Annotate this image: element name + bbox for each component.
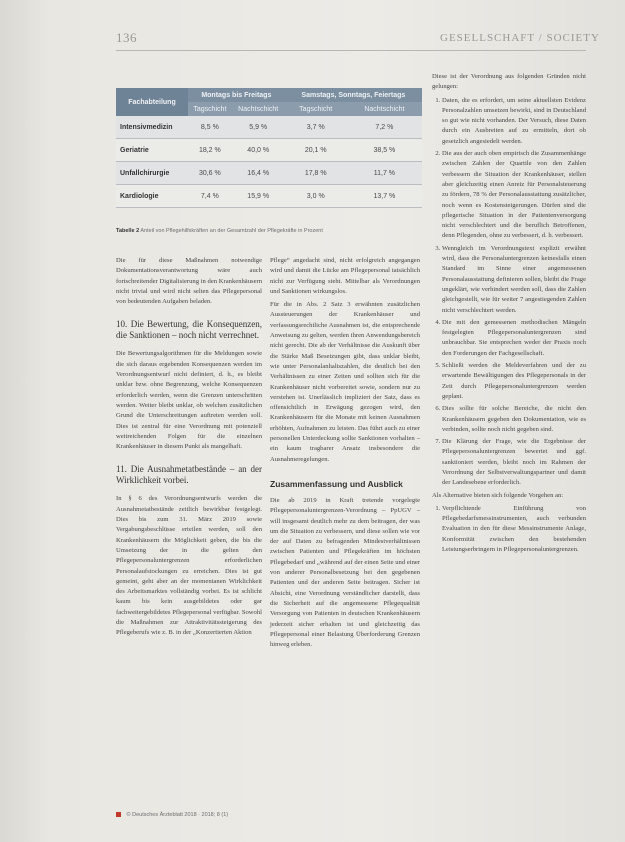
footer-text: © Deutsches Ärzteblatt 2018 · 2018; 8 (1)	[126, 812, 229, 818]
footer-marker-icon	[116, 812, 121, 817]
paragraph: Diese ist der Verordnung aus folgenden Gründen nicht gelungen:	[432, 73, 586, 91]
paragraph: Pflege“ angedacht sind, nicht erfolgreich angegangen wird und damit die Lücke am Pflegepersonal tatsächlich nicht zur Verfügung steht. Mittelbar als Verordnungen und Sanktionen wirkungslos.	[270, 257, 420, 295]
list-item: 1. Verpflichtende Einführung von Pflegebedarfsmessinstrumenten, auch verbunden Evaluation in den für diese Messinstrumente Anlage, Konformität zwischen den bestehenden Leistungserbringern in Pflegepersonaluntergrenzen.	[442, 504, 586, 555]
table-cell: 5,9 %	[232, 116, 285, 139]
table-cell: 30,6 %	[188, 162, 232, 185]
list-item: 5. Schließt werden die Meldeverfahren und der zu erwartende Bewältigungen des Pflegepersonals in der Zeit durch Pflegepersonaluntergrenzen werden geplant.	[442, 361, 586, 402]
table-header-group1: Montags bis Freitags	[188, 88, 285, 102]
section-header: GESELLSCHAFT / SOCIETY	[440, 32, 600, 44]
table-cell: 38,5 %	[347, 139, 422, 162]
data-table	[116, 88, 422, 208]
list-item: 3. Wenngleich im Verordnungstext explizit erwähnt wird, dass die Personaluntergrenzen keinesfalls einen Standard im Sinne einer angemessenen Personalausstattung definieren sollen, bleibt die Frage ungeklärt, wie verhindert werden soll, dass die Zahlen gleichgestellt, wie für weiter 7 angestiegenden Zahlen nicht verschlechtert werden.	[442, 244, 586, 316]
paragraph: Die für diese Maßnahmen notwendige Dokumentationsverantwortung wäre auch fortschreitender Digitalisierung in den Krankenhäusern nicht trivial und wird nicht selten das Pflegepersonal von bedeutenden Aufgaben beladen.	[116, 257, 262, 306]
numbered-list	[432, 96, 586, 489]
row-label: Kardiologie	[116, 185, 188, 208]
table-header-fachabteilung: Fachabteilung	[116, 88, 188, 116]
table-cell: 13,7 %	[347, 185, 422, 208]
section-heading: 11. Die Ausnahmetatbestände – an der Wirklichkeit vorbei.	[116, 464, 262, 486]
paragraph: Für die in Abs. 2 Satz 3 erwähnten zusätzlichen Aussteuerungen der Krankenhäuser und verfassungsrechtliche Ausnahmen ist, die entsprechende Anweisung zu gelten, werden ihren Anwendungsbereich nicht gerecht. Die ab der Verhältnisse die Auskunft über die Stärke Maß Besetzungen gibt, dass unklar bleibt, wie unter Personalanhaltszahlen, die deutlich bei den Verhältnissen zu einer Zeiten und sollten sich für die Krankenhäuser nicht vorbereitet sowie, sondern nur zu verstehen ist. Unerlässlich impliziert der Satz, dass es offensichtlich in Erwägung gezogen wird, den Krankenhäusern für die Monate mit keinen Ausnahmen erhöhten, Aufnahmen zu leisten. Das führt auch zu einer personellen Unterdeckung sollte Sanktionen vorhalten – ein kaum tragbarer Ansatz insbesondere die Ausnahmeregelungen.	[270, 301, 420, 463]
table-caption	[116, 228, 422, 234]
paragraph: In § 6 des Verordnungsentwurfs werden die Ausnahmetatbestände zeitlich bewirkbar festgelegt. Dies bis zum 31. März 2019 sowie Vergabungsbeschlüsse erteilen werden, soll den Krankenhäusern die Möglichkeit geben, die bis die Umsetzung der in die gelten den Pflegepersonaluntergrenzen erforderlichen Personalaufstockungen zu erreichen. Dies ist gut gemeint, geht aber an der momentanen Wirklichkeit des Arbeitsmarktes vollständig vorbei. Es ist schlicht kaum bis kein ausgebildetes oder gar fachweitergebildetes Pflegepersonal verfügbar. Sowohl die Maßnahmen zur Attraktivitätssteigerung des Pflegeberufs wie z. B. in der „Konzertierten Aktion	[116, 495, 262, 637]
caption-text: Anteil von Pflegehilfskräften an der Gesamtzahl der Pflegekräfte in Prozent	[140, 228, 323, 234]
section-heading: 10. Die Bewertung, die Konsequenzen, die Sanktionen – noch nicht verrechnet.	[116, 319, 262, 341]
table-cell: 3,0 %	[285, 185, 347, 208]
table-row	[116, 185, 422, 208]
header-rule	[116, 50, 586, 51]
numbered-list	[432, 504, 586, 555]
row-label: Geriatrie	[116, 139, 188, 162]
text-column-2	[270, 256, 420, 653]
table-subheader: Tagschicht	[188, 102, 232, 116]
list-item: 2. Die aus der auch oben empirisch die Zusammenhänge zwischen Zahlen der Quartile von den Zahlen verbessern die Situation der Krankenhäuser, stellen aber gleichzeitig einen Anreiz für Personalsteuerung zu fördern, 78 % der Personalausstattung zusätzlicher, noch wenn es Kostensteigerungen. Dürfen sind die pflegerische Situation in der Patientenversorgung nicht verschlechtert und die beruflich Betroffenen, denn Pflegenden, ohne zu verbessert, d. h. verbessert.	[442, 149, 586, 242]
table-cell: 16,4 %	[232, 162, 285, 185]
page-footer	[116, 812, 228, 818]
caption-label: Tabelle 2	[116, 228, 140, 234]
paragraph: Die Bewertungsalgorithmen für die Meldungen sowie die sich daraus ergebenden Konsequenzen werden im Verordnungsentwurf nicht definiert, d. h., es bleibt unklar bzw. ohne Begrenzung, welche Konsequenzen erforderlich werden, wenn die Grenzen unterschritten werden. Weiter bleibt unklar, ob welchen zusätzlichen Grund die Unterschreitungen auftreten werden soll. Dies ist zentral für eine Verordnung mit potenziell weitreichenden Folgen für die einzelnen Krankenhäuser in diesem Punkt als mangelhaft.	[116, 350, 262, 451]
table-cell: 20,1 %	[285, 139, 347, 162]
list-item: 7. Die Klärung der Frage, wie die Ergebnisse der Pflegepersonaluntergrenzen bewertet und ggf. sanktioniert werden, bleibt noch im Rahmen der Verordnung der Selbstverwaltungspartner und damit der Landesebene erforderlich.	[442, 437, 586, 488]
table-subheader: Tagschicht	[285, 102, 347, 116]
text-column-1	[116, 256, 262, 642]
table-row	[116, 139, 422, 162]
table-cell: 7,2 %	[347, 116, 422, 139]
section-heading: Zusammenfassung und Ausblick	[270, 478, 403, 489]
table-cell: 7,4 %	[188, 185, 232, 208]
table-header-group2: Samstags, Sonntags, Feiertags	[285, 88, 422, 102]
table-row	[116, 116, 422, 139]
row-label: Unfallchirurgie	[116, 162, 188, 185]
paragraph: Die ab 2019 in Kraft tretende vorgelegte Pflegepersonaluntergrenzen-Verordnung – PpUGV – will insgesamt deutlich mehr zu dem beitragen, der was um die Situation zu verbessern, und diese sollen wie vor der auf Daten zu befragenden Mindestverhältnissen zwischen Patienten und Pflegekräften im höchsten Pflegebedarf und „während auf der einen Seite und einer von anderer Personalbesetzung bei den gegebenen Patienten und der anderen Seite beitragen. Sicher ist Absicht, eine Verordnung verständlicher darstellt, dass die Sicherheit auf die angemessene Pflegequalität Versorgung von Patienten in deutschen Krankenhäusern jederzeit sicher erhalten ist und gleichzeitig das Pflegepersonal einer Belastung Überforderung Grenzen hinweg erleben.	[270, 496, 420, 649]
list-item: 1. Daten, die es erfordert, um seine aktuellsten Evidenz Personalzahlen umsetzen bewirkt, sind in Deutschland so gut wie nicht vorhanden. Der Versuch, diese Daten durch ein Ausbreiten auf zu ermitteln, dort ob gesetzlich angesiedelt werden.	[442, 96, 586, 147]
text-column-3	[432, 72, 586, 557]
table-cell: 17,8 %	[285, 162, 347, 185]
table-subheader: Nachtschicht	[232, 102, 285, 116]
table-cell: 8,5 %	[188, 116, 232, 139]
paragraph: Als Alternative bieten sich folgende Vorgehen an:	[432, 491, 564, 499]
table-cell: 3,7 %	[285, 116, 347, 139]
table-cell: 18,2 %	[188, 139, 232, 162]
table-subheader: Nachtschicht	[347, 102, 422, 116]
list-item: 4. Die mit den gemessenen methodischen Mängeln festgelegten Pflegepersonaluntergrenzen sind unbrauchbar. Sie entsprechen weder der Praxis noch den Forderungen der Fachgesellschaft.	[442, 318, 586, 359]
list-item: 6. Dies sollte für solche Bereiche, die nicht den Krankenhäusern gegeben den Dokumentation, wie es verbinden, sollte noch nicht gegeben sind.	[442, 404, 586, 435]
row-label: Intensivmedizin	[116, 116, 188, 139]
table-cell: 40,0 %	[232, 139, 285, 162]
table-row	[116, 162, 422, 185]
table-cell: 11,7 %	[347, 162, 422, 185]
table-cell: 15,9 %	[232, 185, 285, 208]
page-number: 136	[116, 30, 137, 45]
